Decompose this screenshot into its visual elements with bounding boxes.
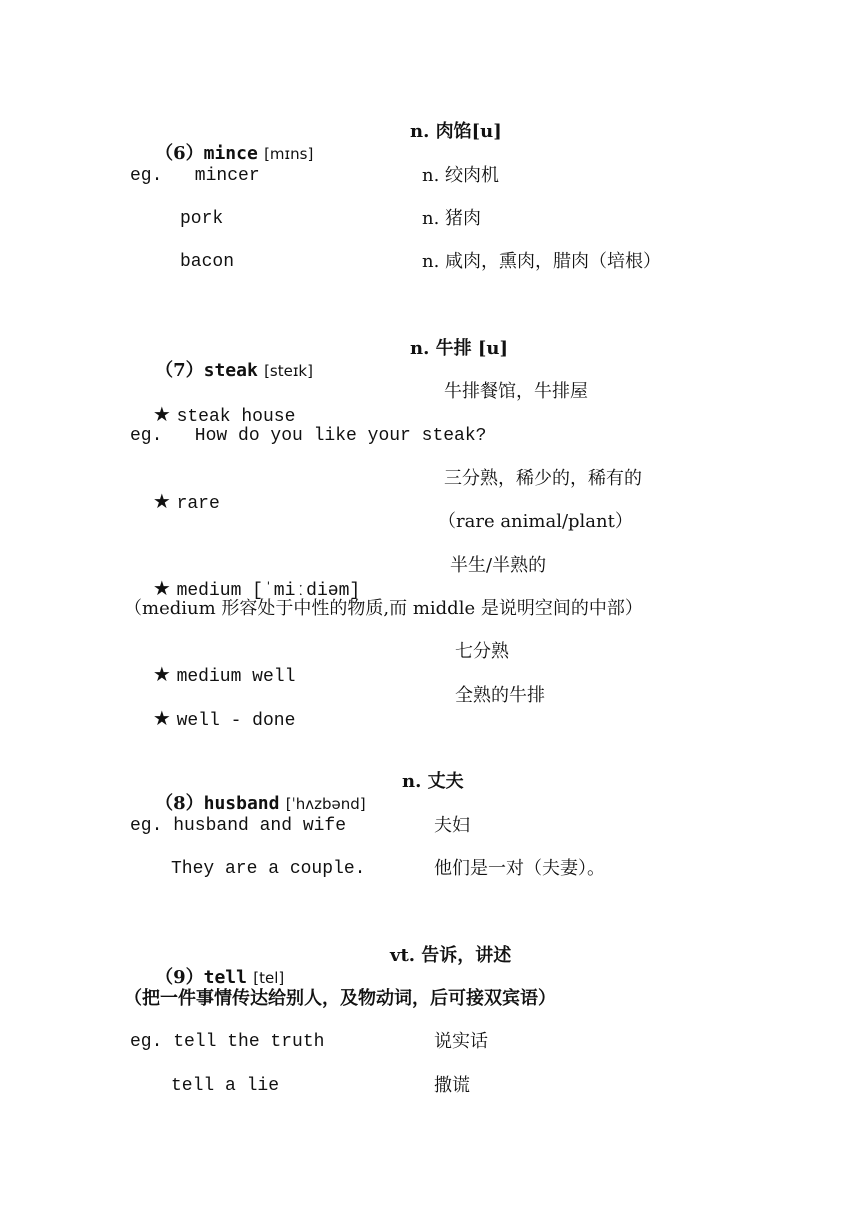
bullet-meaning: 七分熟 (455, 641, 509, 662)
bullet-term: medium well (176, 667, 296, 687)
example-right: 撒谎 (434, 1075, 470, 1096)
bullet-term: rare (176, 494, 220, 514)
entry-meaning-husband: n. 丈夫 (402, 771, 464, 792)
star-icon: ★ (152, 402, 171, 426)
example-left: eg. husband and wife (130, 816, 347, 836)
bullet-meaning: 半生/半熟的 (450, 555, 547, 576)
example-right: 夫妇 (434, 815, 470, 836)
example-right: n. 绞肉机 (422, 165, 500, 186)
usage-note: （medium 形容处于中性的物质,而 middle 是说明空间的中部） (124, 598, 643, 619)
bullet-row (130, 468, 220, 537)
example-right: n. 咸肉，熏肉，腊肉（培根） (422, 251, 662, 272)
example-left: tell a lie (171, 1076, 280, 1096)
example-right: n. 猪肉 (422, 208, 482, 229)
entry-word: tell (203, 967, 247, 988)
example-left: bacon (180, 252, 235, 272)
example-right: 说实话 (434, 1031, 488, 1052)
bullet-meaning: 全熟的牛排 (455, 685, 545, 706)
bullet-term: well - done (176, 711, 296, 731)
bullet-meaning: 牛排餐馆，牛排屋 (444, 381, 588, 402)
phonetic: [mɪns] (264, 145, 314, 163)
star-icon: ★ (152, 489, 171, 513)
phonetic: [tel] (253, 969, 285, 987)
usage-note: （把一件事情传达给别人，及物动词，后可接双宾语） (124, 988, 556, 1009)
example-left: eg. mincer (130, 166, 260, 186)
entry-number: （9） (155, 967, 204, 988)
star-icon: ★ (152, 662, 171, 686)
entry-word: husband (203, 793, 280, 814)
bullet-term: steak house (176, 407, 296, 427)
entry-meaning-tell: vt. 告诉，讲述 (390, 945, 512, 966)
example-sentence: eg. How do you like your steak? (130, 426, 487, 446)
entry-number: （7） (155, 360, 204, 381)
star-icon: ★ (152, 706, 171, 730)
entry-meaning-mince: n. 肉馅[u] (410, 121, 502, 142)
example-left: They are a couple. (171, 859, 366, 879)
bullet-meaning-extra: （rare animal/plant） (438, 511, 633, 532)
example-right: 他们是一对（夫妻）。 (434, 858, 605, 879)
phonetic: [steɪk] (264, 362, 313, 380)
entry-word: steak (203, 360, 258, 381)
entry-number: （6） (155, 143, 204, 164)
bullet-row (130, 685, 295, 754)
example-left: pork (180, 209, 224, 229)
example-left: eg. tell the truth (130, 1032, 325, 1052)
bullet-term: medium [ˈmiːdiəm] (176, 581, 361, 601)
bullet-meaning: 三分熟，稀少的，稀有的 (444, 468, 642, 489)
phonetic: [ˈhʌzbənd] (285, 795, 366, 813)
entry-number: （8） (155, 793, 204, 814)
entry-meaning-steak: n. 牛排 [u] (410, 338, 509, 359)
star-icon: ★ (152, 576, 171, 600)
entry-word: mince (203, 143, 258, 164)
